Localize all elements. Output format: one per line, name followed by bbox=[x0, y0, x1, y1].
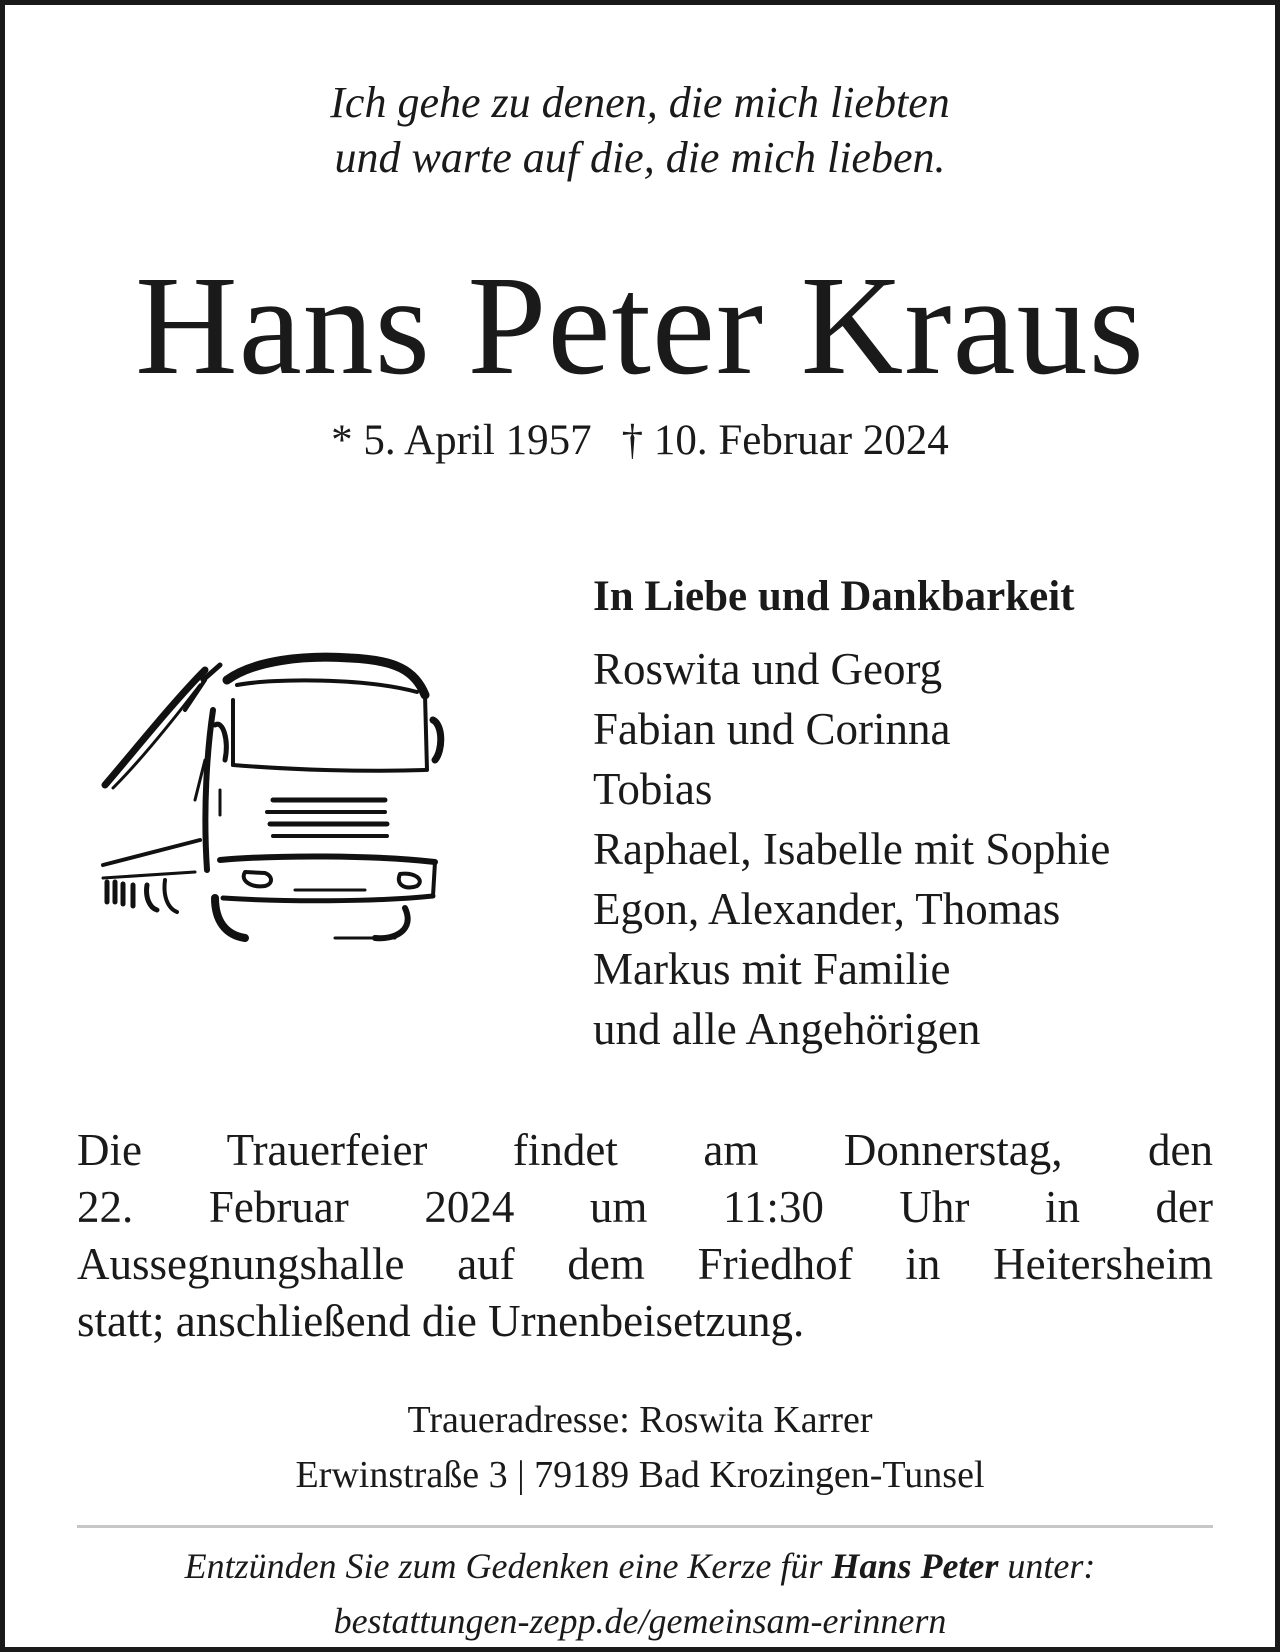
ceremony-line: Aussegnungshalle auf dem Friedhof in Heitersheim bbox=[77, 1239, 1213, 1289]
footer-name: Hans Peter bbox=[831, 1546, 999, 1586]
ceremony-line: Die Trauerfeier findet am Donnerstag, den bbox=[77, 1125, 1213, 1175]
candle-footer bbox=[5, 1539, 1275, 1649]
memorial-quote bbox=[5, 75, 1275, 185]
mourner-name: Egon, Alexander, Thomas bbox=[593, 884, 1061, 934]
mourner-name: Tobias bbox=[593, 764, 713, 814]
ceremony-line: 22. Februar 2024 um 11:30 Uhr in der bbox=[77, 1182, 1213, 1232]
footer-url[interactable]: bestattungen-zepp.de/gemeinsam-erinnern bbox=[333, 1601, 947, 1641]
mourner-name: Roswita und Georg bbox=[593, 644, 943, 694]
mourner-name: Fabian und Corinna bbox=[593, 704, 951, 754]
mourner-name: Markus mit Familie bbox=[593, 944, 951, 994]
ceremony-info bbox=[77, 1122, 1213, 1350]
quote-line: und warte auf die, die mich lieben. bbox=[334, 133, 946, 182]
birth-date: * 5. April 1957 bbox=[331, 417, 592, 464]
life-dates bbox=[5, 413, 1275, 468]
quote-line: Ich gehe zu denen, die mich liebten bbox=[330, 78, 950, 127]
mourning-address bbox=[5, 1393, 1275, 1503]
truck-icon bbox=[95, 640, 475, 960]
death-date: † 10. Februar 2024 bbox=[621, 417, 949, 464]
footer-text bbox=[5, 1539, 1275, 1594]
mourners-section bbox=[593, 567, 1233, 1059]
mourner-name: Raphael, Isabelle mit Sophie bbox=[593, 824, 1111, 874]
footer-text-before: Entzünden Sie zum Gedenken eine Kerze für bbox=[184, 1546, 832, 1586]
mourner-name: und alle Angehörigen bbox=[593, 1004, 981, 1054]
footer-text-after: unter: bbox=[998, 1546, 1096, 1586]
divider bbox=[77, 1525, 1213, 1528]
address-line: Erwinstraße 3 | 79189 Bad Krozingen-Tunsel bbox=[295, 1454, 985, 1496]
mourners-heading: In Liebe und Dankbarkeit bbox=[593, 573, 1075, 620]
address-line: Traueradresse: Roswita Karrer bbox=[407, 1399, 873, 1441]
deceased-name: Hans Peter Kraus bbox=[135, 246, 1145, 404]
ceremony-line: statt; anschließend die Urnenbeisetzung. bbox=[77, 1296, 805, 1346]
